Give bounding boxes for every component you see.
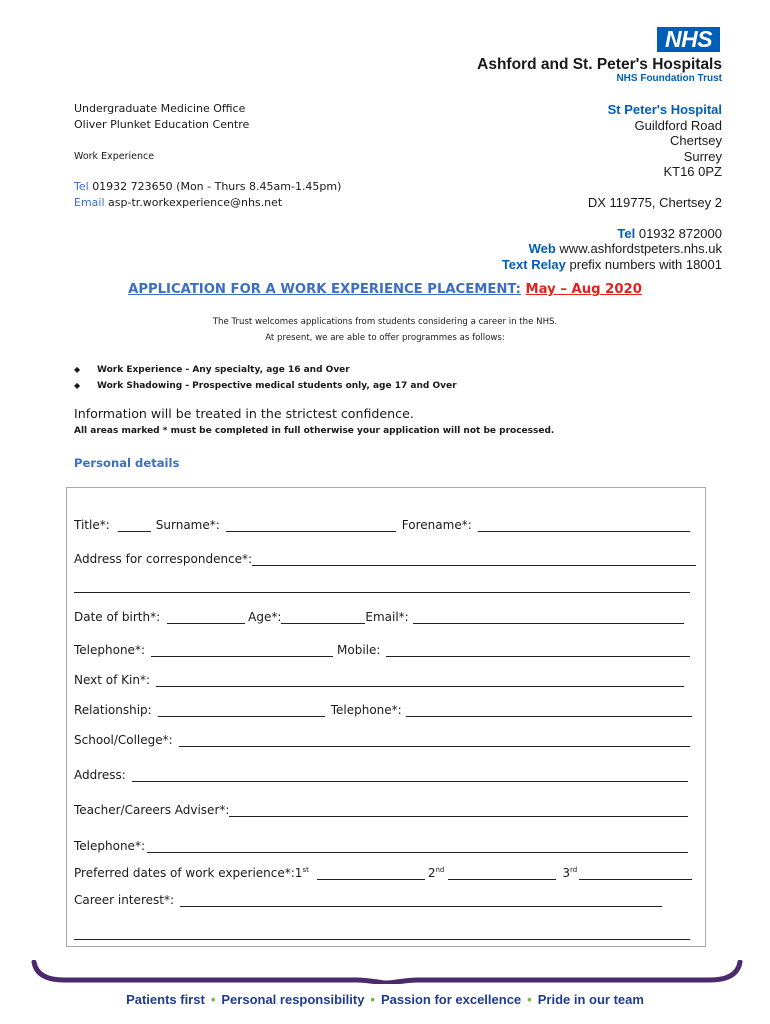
school-telephone-field[interactable] xyxy=(147,838,688,853)
hospital-tel-value: 01932 872000 xyxy=(638,225,722,241)
career-field[interactable] xyxy=(180,892,662,907)
hospital-tel-label: Tel xyxy=(617,225,636,241)
hospital-address xyxy=(502,102,722,272)
mobile-field[interactable] xyxy=(386,642,690,657)
title-field[interactable] xyxy=(118,517,151,532)
form-row-school-telephone xyxy=(74,835,696,855)
age-field[interactable] xyxy=(281,609,365,624)
preferred-date-2-field[interactable] xyxy=(448,865,556,880)
separator-dot: • xyxy=(370,992,375,1007)
hospital-telephone xyxy=(502,226,722,242)
email-link[interactable]: asp-tr.workexperience@nhs.net xyxy=(108,196,283,209)
school-address-label: Address: xyxy=(74,768,126,782)
form-row-career xyxy=(74,889,696,909)
email-label: Email xyxy=(74,196,105,209)
school-address-field[interactable] xyxy=(132,767,688,782)
hospital-line-2: Chertsey xyxy=(669,133,722,149)
hospital-line-3: Surrey xyxy=(683,148,722,164)
relationship-label: Relationship: xyxy=(74,703,152,717)
form-row-telephone xyxy=(74,639,696,659)
form-row-relationship xyxy=(74,699,696,719)
first-suffix: st xyxy=(302,866,309,874)
relationship-field[interactable] xyxy=(158,702,325,717)
separator-dot: • xyxy=(210,992,216,1007)
office-telephone xyxy=(74,179,341,195)
school-field[interactable] xyxy=(179,732,690,747)
preferred-dates-label xyxy=(74,866,309,882)
hospital-name: St Peter's Hospital xyxy=(607,102,722,117)
address-correspondence-field-line-2[interactable] xyxy=(74,592,690,593)
tel-value: 01932 723650 (Mon - Thurs 8.45am-1.45pm) xyxy=(92,180,342,193)
forename-label: Forename*: xyxy=(401,518,472,532)
programme-label: Work Shadowing - Prospective medical students only, age 17 and Over xyxy=(97,381,457,391)
value-pride-in-our-team: Pride in our team xyxy=(537,992,644,1007)
bullet-icon: ◆ xyxy=(74,381,81,390)
kin-telephone-label: Telephone*: xyxy=(330,703,402,717)
programme-list xyxy=(74,362,457,394)
office-address xyxy=(74,101,341,211)
third-label xyxy=(562,866,577,882)
form-row-preferred-dates xyxy=(74,862,696,882)
mandatory-notice: All areas marked * must be completed in full otherwise your application will not be processed. xyxy=(74,426,555,436)
relay-label: Text Relay xyxy=(501,256,566,272)
office-line-2: Oliver Plunket Education Centre xyxy=(74,118,250,131)
value-passion-for-excellence: Passion for excellence xyxy=(380,992,522,1007)
preferred-date-3-field[interactable] xyxy=(579,865,692,880)
surname-label: Surname*: xyxy=(155,518,220,532)
preferred-dates-text: Preferred dates of work experience*:1 xyxy=(74,866,303,880)
list-item xyxy=(74,362,457,378)
relay-value: prefix numbers with 18001 xyxy=(569,256,722,272)
hospital-text-relay xyxy=(502,257,722,273)
value-patients-first: Patients first xyxy=(126,992,205,1007)
trust-values xyxy=(0,992,770,1007)
address-correspondence-label: Address for correspondence*: xyxy=(74,552,253,566)
second-number: 2 xyxy=(427,866,436,880)
career-label: Career interest*: xyxy=(74,893,174,907)
telephone-label: Telephone*: xyxy=(74,643,145,657)
web-link[interactable]: www.ashfordstpeters.nhs.uk xyxy=(559,241,722,257)
separator-dot: • xyxy=(527,992,532,1007)
organisation-name: Ashford and St. Peter's Hospitals xyxy=(477,56,722,73)
web-label: Web xyxy=(528,241,556,257)
nhs-logo: NHS xyxy=(657,27,720,52)
next-of-kin-label: Next of Kin*: xyxy=(74,673,151,687)
value-personal-responsibility: Personal responsibility xyxy=(221,992,365,1007)
page-title xyxy=(0,282,770,297)
tel-label: Tel xyxy=(74,180,89,193)
confidentiality-notice: Information will be treated in the strictest confidence. xyxy=(74,406,414,421)
section-title: Personal details xyxy=(74,456,180,470)
form-row-teacher xyxy=(74,799,696,819)
kin-telephone-field[interactable] xyxy=(406,702,692,717)
address-correspondence-field[interactable] xyxy=(252,551,696,566)
age-label: Age*: xyxy=(248,610,282,624)
intro-line-2: At present, we are able to offer programmes as follows: xyxy=(265,333,505,343)
organisation-subtitle: NHS Foundation Trust xyxy=(616,73,722,84)
second-suffix: nd xyxy=(435,866,445,874)
list-item xyxy=(74,378,457,394)
form-row-school xyxy=(74,729,696,749)
bullet-icon: ◆ xyxy=(74,365,81,374)
mobile-label: Mobile: xyxy=(337,643,381,657)
surname-field[interactable] xyxy=(226,517,396,532)
footer-band xyxy=(30,960,744,984)
office-line-3: Work Experience xyxy=(74,151,155,162)
teacher-field[interactable] xyxy=(229,802,688,817)
email-field[interactable] xyxy=(413,609,684,624)
forename-field[interactable] xyxy=(478,517,690,532)
intro-line-1: The Trust welcomes applications from students considering a career in the NHS. xyxy=(212,317,558,327)
hospital-line-1: Guildford Road xyxy=(634,117,722,133)
office-line-1: Undergraduate Medicine Office xyxy=(74,102,246,115)
dob-label: Date of birth*: xyxy=(74,610,161,624)
preferred-date-1-field[interactable] xyxy=(317,865,425,880)
programme-label: Work Experience - Any specialty, age 16 and Over xyxy=(97,365,350,375)
third-suffix: rd xyxy=(570,866,578,874)
form-row-school-address xyxy=(74,764,696,784)
dob-field[interactable] xyxy=(167,609,245,624)
title-dates: May – Aug 2020 xyxy=(525,282,642,297)
hospital-dx: DX 119775, Chertsey 2 xyxy=(587,194,722,210)
title-text: APPLICATION FOR A WORK EXPERIENCE PLACEMENT: xyxy=(128,282,521,297)
hospital-web xyxy=(502,241,722,257)
form-row-dob xyxy=(74,606,696,626)
school-label: School/College*: xyxy=(74,733,173,747)
third-number: 3 xyxy=(562,866,571,880)
telephone-field[interactable] xyxy=(151,642,333,657)
form-row-address xyxy=(74,548,696,568)
second-label xyxy=(428,866,445,882)
form-row-names xyxy=(74,514,696,534)
form-row-next-of-kin xyxy=(74,669,696,689)
next-of-kin-field[interactable] xyxy=(156,672,684,687)
email-label-form: Email*: xyxy=(365,610,409,624)
career-field-line-2[interactable] xyxy=(74,939,690,940)
teacher-label: Teacher/Careers Adviser*: xyxy=(74,803,230,817)
title-label: Title*: xyxy=(74,518,110,532)
office-email xyxy=(74,195,341,211)
hospital-postcode: KT16 0PZ xyxy=(663,164,722,180)
school-telephone-label: Telephone*: xyxy=(74,839,145,853)
